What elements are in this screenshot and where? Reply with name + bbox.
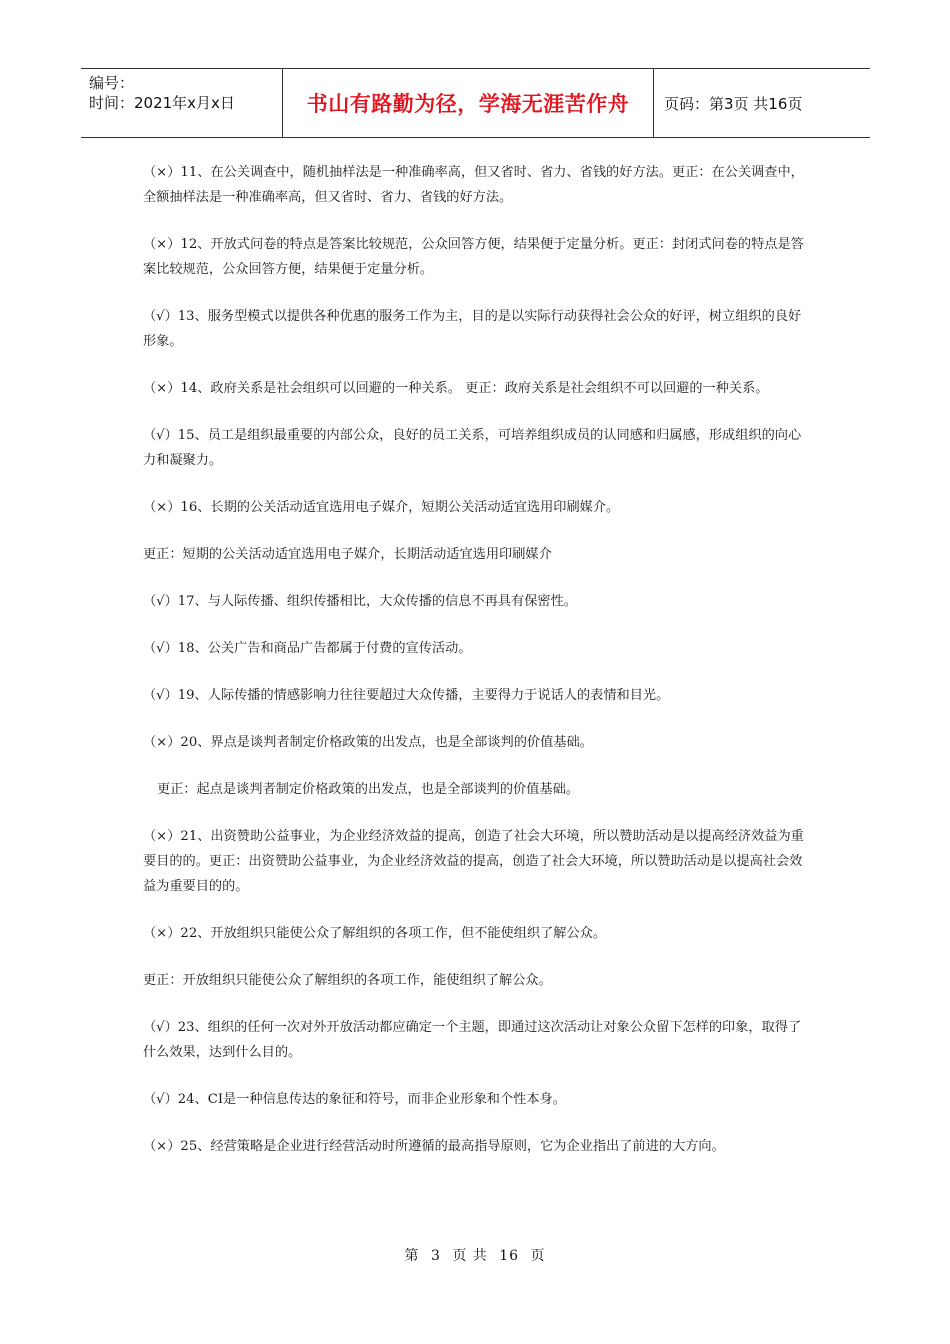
document-date-label: 时间：2021年x月x日 — [89, 94, 235, 112]
question-item-21: （×）21、出资赞助公益事业，为企业经济效益的提高，创造了社会大环境，所以赞助活动是以提高经济效益为重要目的的。更正：出资赞助公益事业，为企业经济效益的提高，创造了社会大环境，所以赞助活动是以提高社会效益为重要目的的。 — [143, 829, 804, 894]
correction-item-20: 更正：起点是谈判者制定价格政策的出发点，也是全部谈判的价值基础。 — [157, 782, 579, 797]
question-item-12: （×）12、开放式问卷的特点是答案比较规范，公众回答方便，结果便于定量分析。更正：封闭式问卷的特点是答案比较规范，公众回答方便，结果便于定量分析。 — [143, 237, 804, 277]
question-item-20: （×）20、界点是谈判者制定价格政策的出发点，也是全部谈判的价值基础。 — [143, 735, 593, 750]
question-item-22: （×）22、开放组织只能使公众了解组织的各项工作，但不能使组织了解公众。 — [143, 926, 607, 941]
question-item-17: （√）17、与人际传播、组织传播相比，大众传播的信息不再具有保密性。 — [143, 594, 577, 609]
header-motto: 书山有路勤为径，学海无涯苦作舟 — [282, 69, 654, 137]
header-meta — [81, 69, 282, 137]
question-item-25: （×）25、经营策略是企业进行经营活动时所遵循的最高指导原则，它为企业指出了前进的大方向。 — [143, 1139, 725, 1154]
question-item-18: （√）18、公关广告和商品广告都属于付费的宣传活动。 — [143, 641, 472, 656]
question-item-11: （×）11、在公关调查中，随机抽样法是一种准确率高，但又省时、省力、省钱的好方法。更正：在公关调查中，全额抽样法是一种准确率高，但又省时、省力、省钱的好方法。 — [143, 165, 804, 205]
correction-item-22: 更正：开放组织只能使公众了解组织的各项工作，能使组织了解公众。 — [143, 973, 552, 988]
question-item-24: （√）24、CI是一种信息传达的象征和符号，而非企业形象和个性本身。 — [143, 1092, 566, 1107]
question-item-13: （√）13、服务型模式以提供各种优惠的服务工作为主，目的是以实际行动获得社会公众的好评，树立组织的良好形象。 — [143, 309, 802, 349]
question-item-14: （×）14、政府关系是社会组织可以回避的一种关系。 更正：政府关系是社会组织不可以回避的一种关系。 — [143, 381, 769, 396]
correction-item-16: 更正：短期的公关活动适宜选用电子媒介，长期活动适宜选用印刷媒介 — [143, 547, 552, 562]
footer-page-total: 16 — [499, 1248, 520, 1264]
footer-page-suffix: 页 — [530, 1248, 546, 1264]
question-item-15: （√）15、员工是组织最重要的内部公众，良好的员工关系，可培养组织成员的认同感和归属感，形成组织的向心力和凝聚力。 — [143, 428, 802, 468]
question-item-19: （√）19、人际传播的情感影响力往往要超过大众传播，主要得力于说话人的表情和目光。 — [143, 688, 670, 703]
footer-page-current: 3 — [430, 1248, 441, 1264]
header-page-label: 页码：第3页 共16页 — [664, 94, 803, 113]
footer-page-mid: 页 共 — [452, 1248, 488, 1264]
document-body — [143, 160, 811, 1181]
page-header — [81, 68, 870, 138]
question-item-23: （√）23、组织的任何一次对外开放活动都应确定一个主题，即通过这次活动让对象公众留下怎样的印象，取得了什么效果，达到什么目的。 — [143, 1020, 802, 1060]
footer-page-prefix: 第 — [404, 1248, 420, 1264]
question-item-16: （×）16、长期的公关活动适宜选用电子媒介，短期公关活动适宜选用印刷媒介。 — [143, 500, 620, 515]
page-footer — [0, 1245, 950, 1265]
document-number-label: 编号： — [89, 74, 135, 92]
